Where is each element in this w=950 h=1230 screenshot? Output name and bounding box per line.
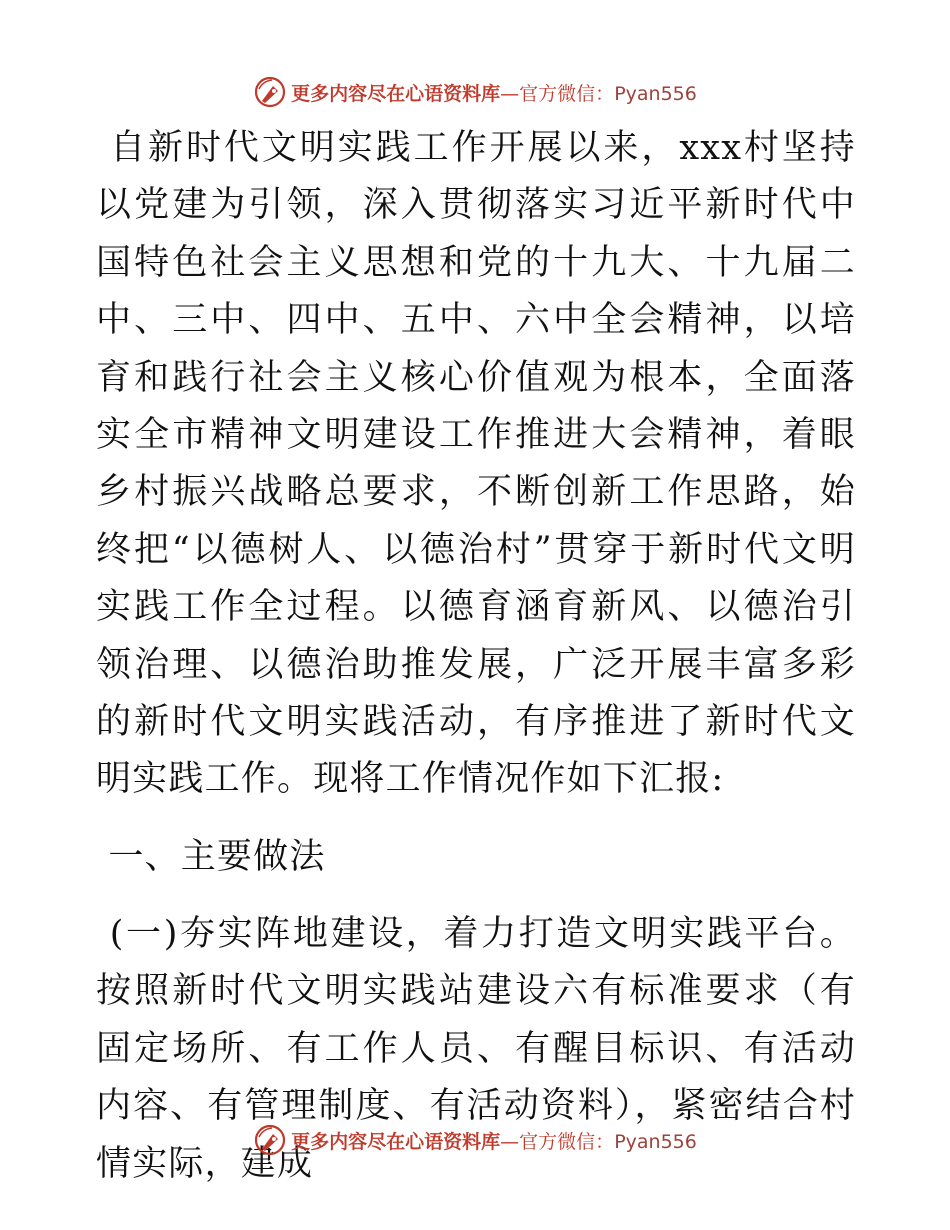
watermark-site: 更多内容尽在心语资料库	[291, 82, 501, 105]
document-body	[96, 120, 856, 1193]
pen-nib-logo-icon	[253, 1123, 287, 1157]
watermark-wechat-id: Pyan556	[614, 1130, 697, 1153]
section-heading: 一、主要做法	[96, 836, 326, 877]
watermark-wechat-label: —官方微信：	[500, 82, 615, 105]
header-watermark	[0, 72, 950, 112]
intro-paragraph: 自新时代文明实践工作开展以来，xxx村坚持以党建为引领，深入贯彻落实习近平新时代中国特色社会主义思想和党的十九大、十九届二中、三中、四中、五中、六中全会精神，以培育和践行社会主义核心价值观为根本，全面落实全市精神文明建设工作推进大会精神，着眼乡村振兴战略总要求，不断创新工作思路，始终把“以德树人、以德治村”贯穿于新时代文明实践工作全过程。以德育涵育新风、以德治引领治理、以德治助推发展，广泛开展丰富多彩的新时代文明实践活动，有序推进了新时代文明实践工作。现将工作情况作如下汇报:	[96, 128, 856, 800]
footer-watermark	[0, 1120, 950, 1160]
pen-nib-logo-icon	[253, 75, 287, 109]
watermark-wechat-label: —官方微信：	[500, 1130, 615, 1153]
watermark-text	[291, 79, 697, 106]
watermark-site: 更多内容尽在心语资料库	[291, 1130, 501, 1153]
watermark-text	[291, 1127, 697, 1154]
section-paragraph: (一)夯实阵地建设，着力打造文明实践平台。按照新时代文明实践站建设六有标准要求（有固定场所、有工作人员、有醒目标识、有活动内容、有管理制度、有活动资料），紧密结合村情实际，建成	[96, 913, 856, 1184]
watermark-wechat-id: Pyan556	[614, 82, 697, 105]
